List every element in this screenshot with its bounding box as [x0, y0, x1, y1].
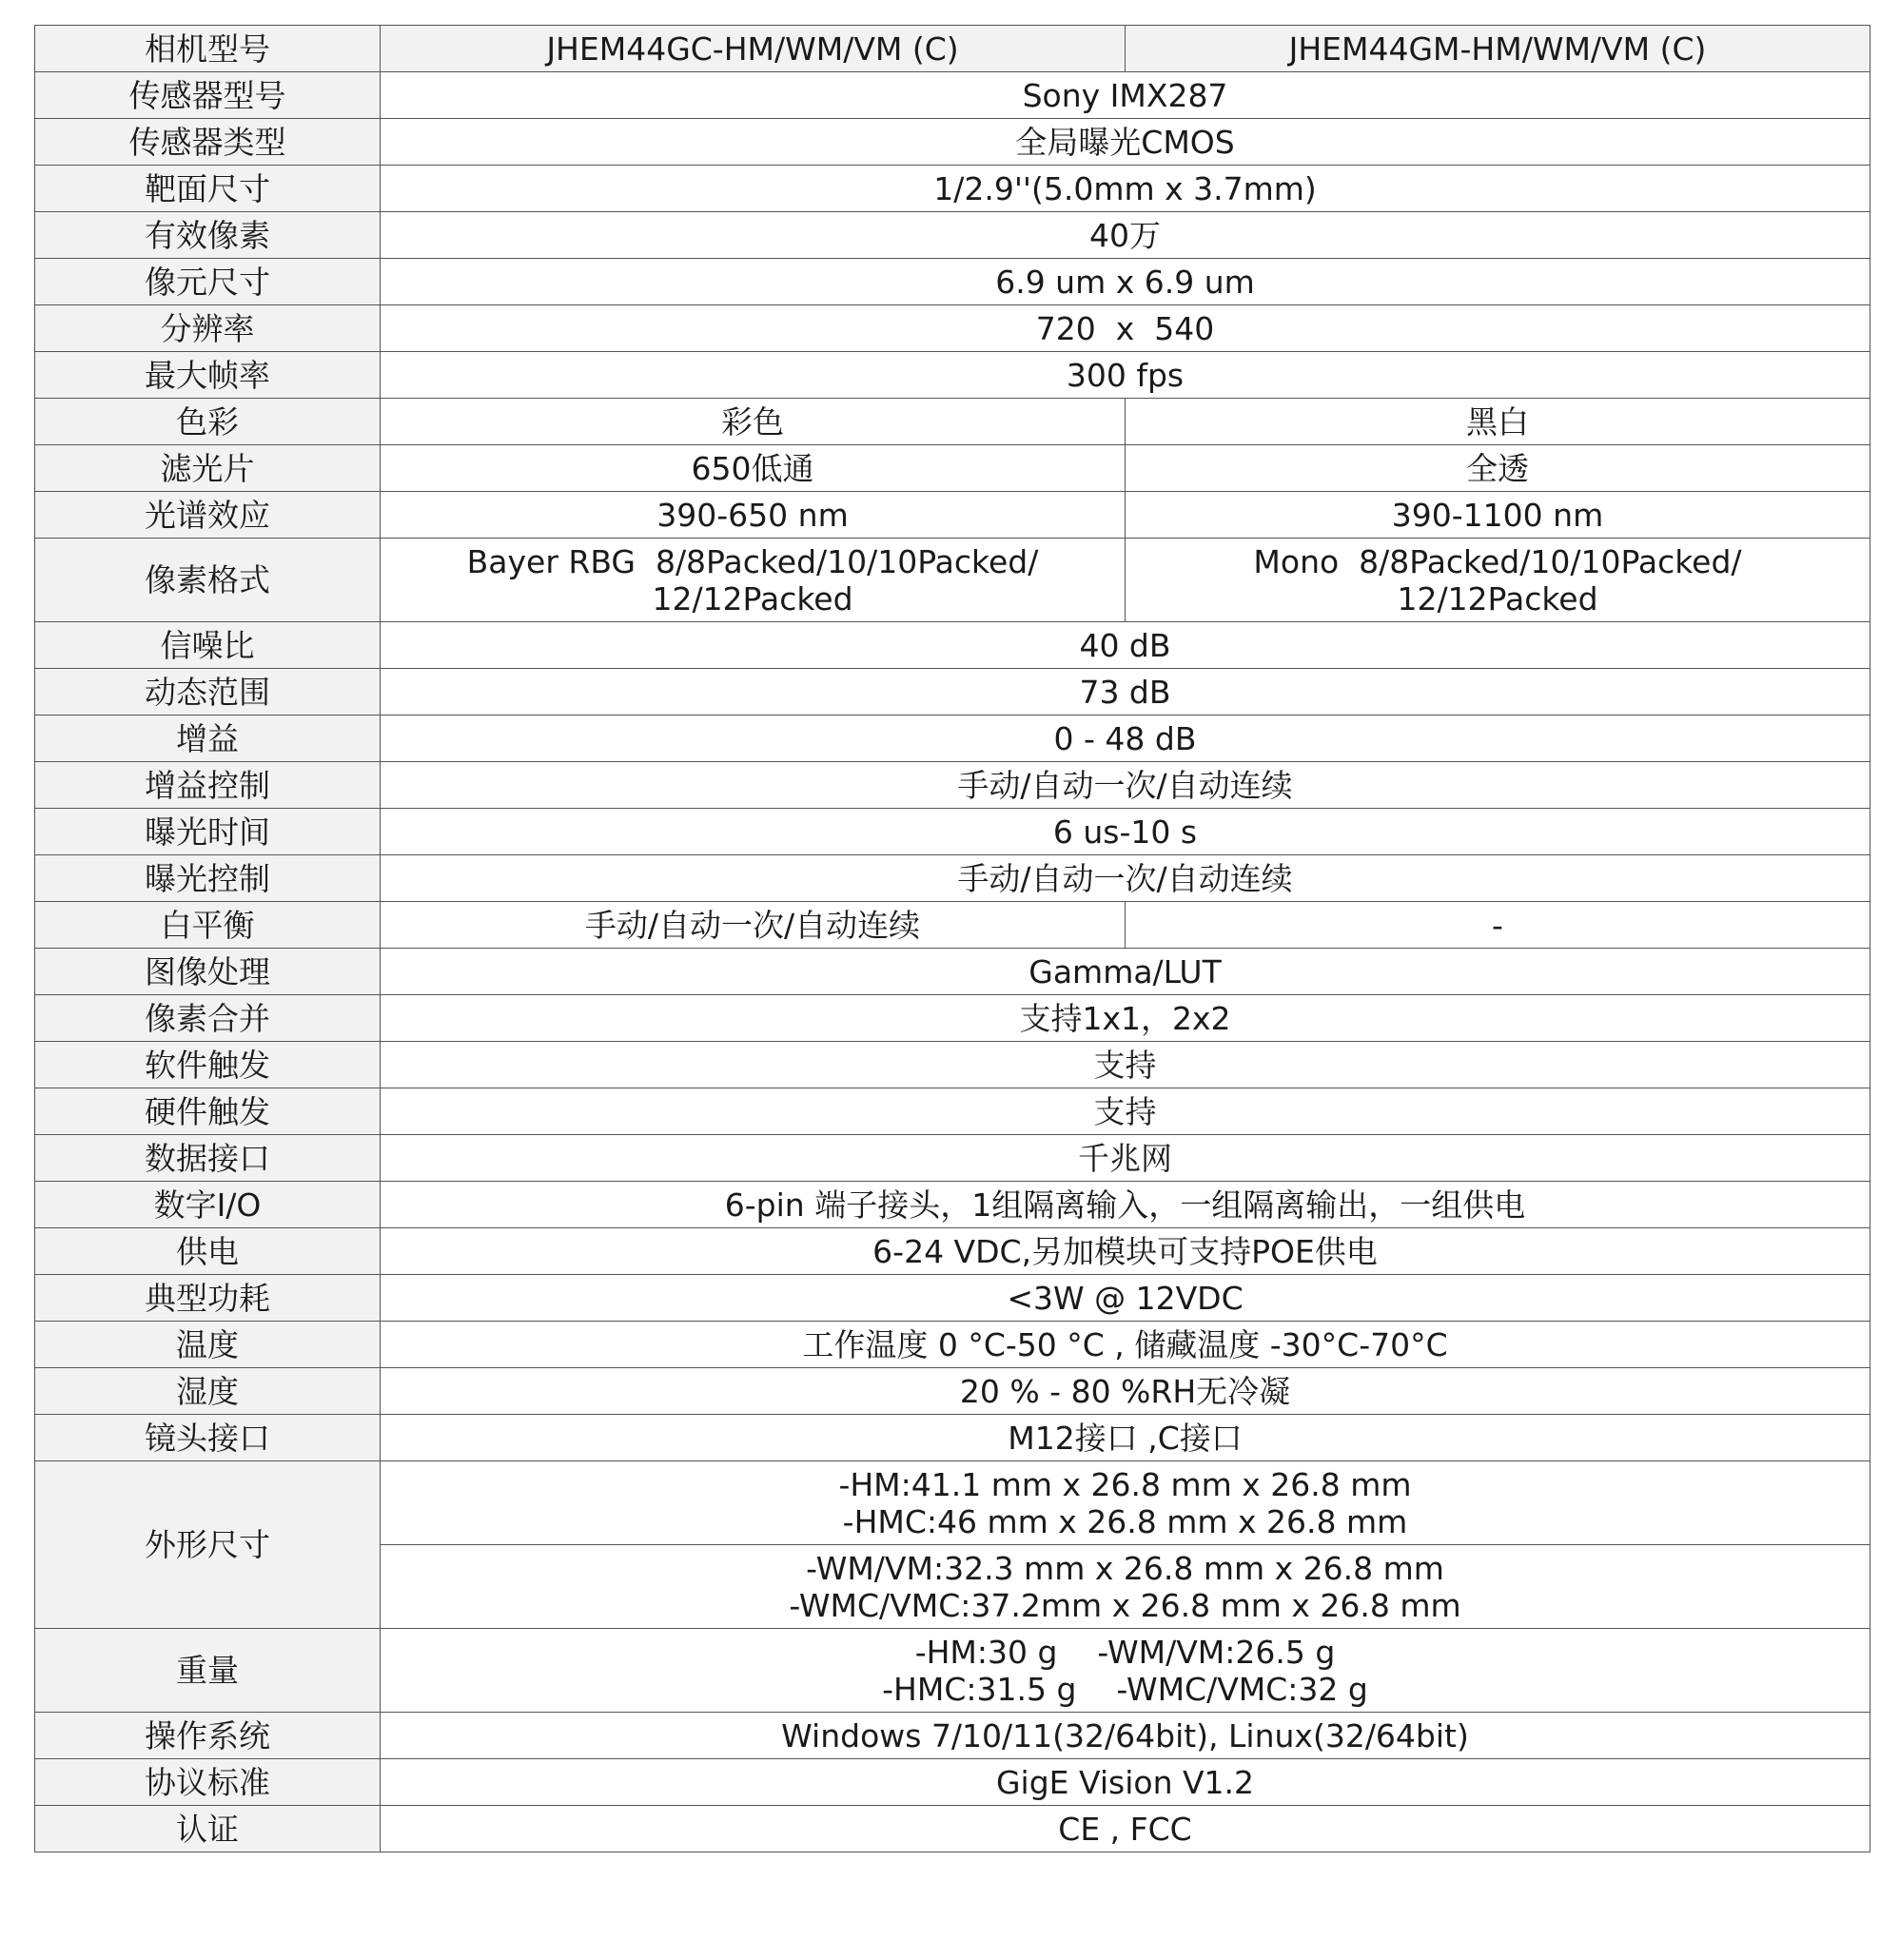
- table-row: [35, 1759, 1871, 1806]
- row-value: 720 x 540: [381, 305, 1871, 352]
- row-value: 6-pin 端子接头，1组隔离输入，一组隔离输出，一组供电: [381, 1182, 1871, 1228]
- table-row: [35, 949, 1871, 995]
- row-label: 分辨率: [35, 305, 381, 352]
- row-value: 40 dB: [381, 622, 1871, 669]
- table-row: [35, 622, 1871, 669]
- row-label: 增益: [35, 715, 381, 762]
- model-color-header: JHEM44GC-HM/WM/VM (C): [381, 26, 1126, 72]
- row-label: 数字I/O: [35, 1182, 381, 1228]
- table-row: [35, 1182, 1871, 1228]
- row-value: 73 dB: [381, 669, 1871, 715]
- value-line: Bayer RBG 8/8Packed/10/10Packed/: [466, 542, 1039, 580]
- value-line: -WMC/VMC:37.2mm x 26.8 mm x 26.8 mm: [789, 1586, 1461, 1624]
- row-label: 软件触发: [35, 1042, 381, 1088]
- row-label: 硬件触发: [35, 1088, 381, 1135]
- row-value: Gamma/LUT: [381, 949, 1871, 995]
- table-row: [35, 902, 1871, 949]
- row-value: 千兆网: [381, 1135, 1871, 1182]
- row-value-mono: 390-1100 nm: [1126, 492, 1871, 539]
- table-row: [35, 259, 1871, 305]
- row-value-color: 650低通: [381, 445, 1126, 492]
- dimensions-hm: [381, 1461, 1871, 1545]
- row-value-mono: [1126, 539, 1871, 622]
- row-value: 手动/自动一次/自动连续: [381, 855, 1871, 902]
- table-row: [35, 715, 1871, 762]
- row-label: 操作系统: [35, 1713, 381, 1759]
- row-value-color: 彩色: [381, 399, 1126, 445]
- row-label: 供电: [35, 1228, 381, 1275]
- table-row: [35, 166, 1871, 212]
- table-row: [35, 809, 1871, 855]
- model-mono-header: JHEM44GM-HM/WM/VM (C): [1126, 26, 1871, 72]
- row-value: 全局曝光CMOS: [381, 119, 1871, 166]
- row-label: 光谱效应: [35, 492, 381, 539]
- row-value-color: 手动/自动一次/自动连续: [381, 902, 1126, 949]
- dimensions-label: 外形尺寸: [35, 1461, 381, 1629]
- weight-label: 重量: [35, 1629, 381, 1713]
- row-label: 靶面尺寸: [35, 166, 381, 212]
- table-row: [35, 1415, 1871, 1461]
- weight-value: [381, 1629, 1871, 1713]
- row-value: <3W @ 12VDC: [381, 1275, 1871, 1322]
- table-row: [35, 1228, 1871, 1275]
- row-label: 像素合并: [35, 995, 381, 1042]
- row-label: 传感器类型: [35, 119, 381, 166]
- row-label: 温度: [35, 1322, 381, 1368]
- value-line: -HMC:46 mm x 26.8 mm x 26.8 mm: [842, 1502, 1408, 1540]
- row-value: 支持: [381, 1088, 1871, 1135]
- row-label: 数据接口: [35, 1135, 381, 1182]
- table-row: [35, 305, 1871, 352]
- row-value: GigE Vision V1.2: [381, 1759, 1871, 1806]
- row-label: 像素格式: [35, 539, 381, 622]
- row-label: 协议标准: [35, 1759, 381, 1806]
- header-label: 相机型号: [35, 26, 381, 72]
- table-row-dimensions: [35, 1461, 1871, 1545]
- row-value: M12接口 ,C接口: [381, 1415, 1871, 1461]
- table-row: [35, 855, 1871, 902]
- row-label: 白平衡: [35, 902, 381, 949]
- spec-table-body: [35, 26, 1871, 1852]
- row-label: 典型功耗: [35, 1275, 381, 1322]
- row-value-mono: 黑白: [1126, 399, 1871, 445]
- row-label: 镜头接口: [35, 1415, 381, 1461]
- row-label: 色彩: [35, 399, 381, 445]
- row-value-color: [381, 539, 1126, 622]
- row-value: 6-24 VDC,另加模块可支持POE供电: [381, 1228, 1871, 1275]
- value-line: -HMC:31.5 g -WMC/VMC:32 g: [882, 1670, 1368, 1708]
- table-row: [35, 1088, 1871, 1135]
- row-value-mono: 全透: [1126, 445, 1871, 492]
- row-value: 0 - 48 dB: [381, 715, 1871, 762]
- row-label: 图像处理: [35, 949, 381, 995]
- row-label: 有效像素: [35, 212, 381, 259]
- table-row: [35, 1713, 1871, 1759]
- row-value: 支持1x1，2x2: [381, 995, 1871, 1042]
- row-label: 最大帧率: [35, 352, 381, 399]
- row-value: 工作温度 0 °C-50 °C , 储藏温度 -30°C-70°C: [381, 1322, 1871, 1368]
- value-line: -HM:30 g -WM/VM:26.5 g: [914, 1633, 1336, 1671]
- table-row: [35, 492, 1871, 539]
- row-value-color: 390-650 nm: [381, 492, 1126, 539]
- table-row: [35, 1275, 1871, 1322]
- value-line: 12/12Packed: [652, 579, 853, 617]
- row-value: 支持: [381, 1042, 1871, 1088]
- table-row: [35, 1368, 1871, 1415]
- row-value: 20 % - 80 %RH无冷凝: [381, 1368, 1871, 1415]
- row-label: 滤光片: [35, 445, 381, 492]
- table-row: [35, 1135, 1871, 1182]
- table-row: [35, 995, 1871, 1042]
- dimensions-wm: [381, 1545, 1871, 1629]
- table-row: [35, 72, 1871, 119]
- table-row: [35, 399, 1871, 445]
- row-label: 动态范围: [35, 669, 381, 715]
- row-label: 湿度: [35, 1368, 381, 1415]
- row-value: 6 us-10 s: [381, 809, 1871, 855]
- table-row: [35, 539, 1871, 622]
- value-line: -HM:41.1 mm x 26.8 mm x 26.8 mm: [838, 1465, 1412, 1503]
- table-row-header: [35, 26, 1871, 72]
- row-value: 手动/自动一次/自动连续: [381, 762, 1871, 809]
- value-line: Mono 8/8Packed/10/10Packed/: [1253, 542, 1742, 580]
- row-label: 传感器型号: [35, 72, 381, 119]
- value-line: -WM/VM:32.3 mm x 26.8 mm x 26.8 mm: [806, 1549, 1444, 1587]
- row-label: 曝光控制: [35, 855, 381, 902]
- table-row: [35, 212, 1871, 259]
- table-row: [35, 762, 1871, 809]
- table-row: [35, 1042, 1871, 1088]
- row-value: CE , FCC: [381, 1806, 1871, 1852]
- row-value: Sony IMX287: [381, 72, 1871, 119]
- table-row: [35, 1806, 1871, 1852]
- table-row: [35, 352, 1871, 399]
- row-label: 增益控制: [35, 762, 381, 809]
- table-row: [35, 119, 1871, 166]
- row-value-mono: -: [1126, 902, 1871, 949]
- row-value: 6.9 um x 6.9 um: [381, 259, 1871, 305]
- table-row: [35, 1322, 1871, 1368]
- value-line: 12/12Packed: [1397, 579, 1598, 617]
- row-label: 像元尺寸: [35, 259, 381, 305]
- row-label: 认证: [35, 1806, 381, 1852]
- row-label: 曝光时间: [35, 809, 381, 855]
- table-row: [35, 669, 1871, 715]
- row-value: 1/2.9''(5.0mm x 3.7mm): [381, 166, 1871, 212]
- row-value: Windows 7/10/11(32/64bit), Linux(32/64bit): [381, 1713, 1871, 1759]
- row-value: 40万: [381, 212, 1871, 259]
- spec-table: [34, 25, 1871, 1852]
- row-value: 300 fps: [381, 352, 1871, 399]
- table-row-weight: [35, 1629, 1871, 1713]
- row-label: 信噪比: [35, 622, 381, 669]
- table-row: [35, 445, 1871, 492]
